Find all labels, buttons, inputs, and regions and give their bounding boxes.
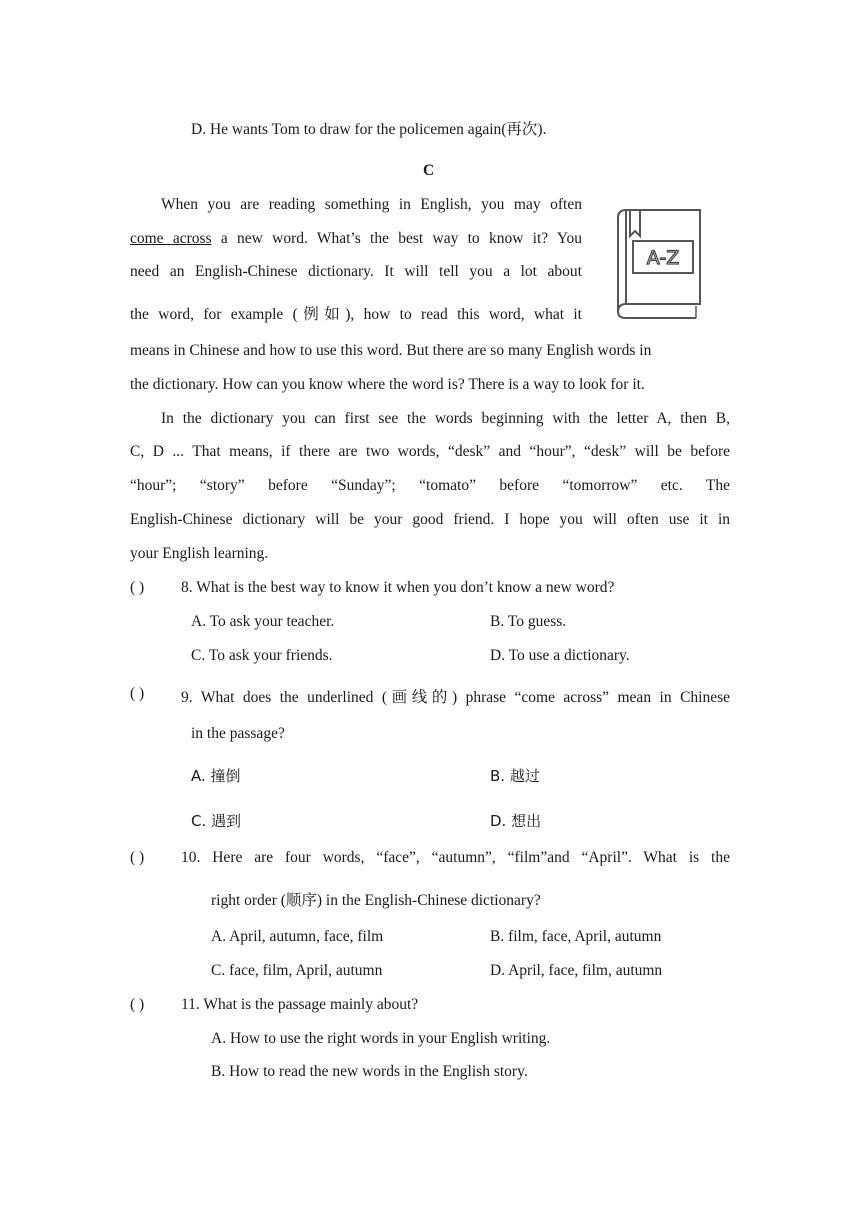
- question-8-option-a: A. To ask your teacher.: [191, 613, 335, 630]
- question-9-option-b: B. 越过: [490, 767, 540, 785]
- previous-question-option-d: D. He wants Tom to draw for the policemen again(再次).: [191, 121, 547, 138]
- answer-blank[interactable]: ( ): [130, 996, 145, 1013]
- question-11-option-a: A. How to use the right words in your English writing.: [211, 1030, 551, 1047]
- passage-line: When you are reading something in English, you may often: [161, 196, 582, 213]
- question-11-stem: 11. What is the passage mainly about?: [181, 996, 419, 1013]
- question-8-option-b: B. To guess.: [490, 613, 567, 630]
- underlined-phrase: come across: [130, 230, 212, 247]
- passage-line: need an English-Chinese dictionary. It will tell you a lot about: [130, 263, 582, 280]
- passage-line: C, D ... That means, if there are two words, “desk” and “hour”, “desk” will be before: [130, 443, 730, 460]
- question-9-stem: 9. What does the underlined (画线的) phrase “come across” mean in Chinese: [181, 689, 730, 706]
- passage-line: your English learning.: [130, 545, 269, 562]
- passage-line: [130, 230, 582, 248]
- section-label: C: [423, 162, 435, 179]
- passage-line: In the dictionary you can first see the words beginning with the letter A, then B,: [161, 410, 730, 427]
- passage-line: the word, for example (例如), how to read this word, what it: [130, 306, 582, 323]
- question-9-option-c: C. 遇到: [191, 812, 242, 830]
- book-icon-label: A-Z: [646, 247, 680, 269]
- passage-line-text: a new word. What’s the best way to know it? You: [211, 230, 583, 247]
- question-10-option-b: B. film, face, April, autumn: [490, 928, 662, 945]
- answer-blank[interactable]: ( ): [130, 849, 145, 866]
- question-9-stem-continued: in the passage?: [191, 725, 285, 742]
- question-8-stem: 8. What is the best way to know it when you don’t know a new word?: [181, 579, 615, 596]
- question-10-option-c: C. face, film, April, autumn: [211, 962, 383, 979]
- answer-blank[interactable]: ( ): [130, 685, 145, 702]
- passage-line: “hour”; “story” before “Sunday”; “tomato” before “tomorrow” etc. The: [130, 477, 730, 494]
- passage-line: the dictionary. How can you know where the word is? There is a way to look for it.: [130, 376, 645, 393]
- answer-blank[interactable]: ( ): [130, 579, 145, 596]
- question-10-stem-continued: right order (顺序) in the English-Chinese dictionary?: [211, 892, 541, 909]
- question-11-option-b: B. How to read the new words in the English story.: [211, 1063, 528, 1080]
- question-8-option-c: C. To ask your friends.: [191, 647, 333, 664]
- question-10-option-a: A. April, autumn, face, film: [211, 928, 384, 945]
- question-9-option-a: A. 撞倒: [191, 767, 241, 785]
- dictionary-book-icon: [612, 206, 704, 322]
- passage-line: means in Chinese and how to use this word. But there are so many English words in: [130, 342, 652, 359]
- question-10-option-d: D. April, face, film, autumn: [490, 962, 663, 979]
- question-9-option-d: D. 想出: [490, 812, 542, 830]
- question-8-option-d: D. To use a dictionary.: [490, 647, 630, 664]
- passage-line: English-Chinese dictionary will be your good friend. I hope you will often use it in: [130, 511, 730, 528]
- question-10-stem: 10. Here are four words, “face”, “autumn”, “film”and “April”. What is the: [181, 849, 730, 866]
